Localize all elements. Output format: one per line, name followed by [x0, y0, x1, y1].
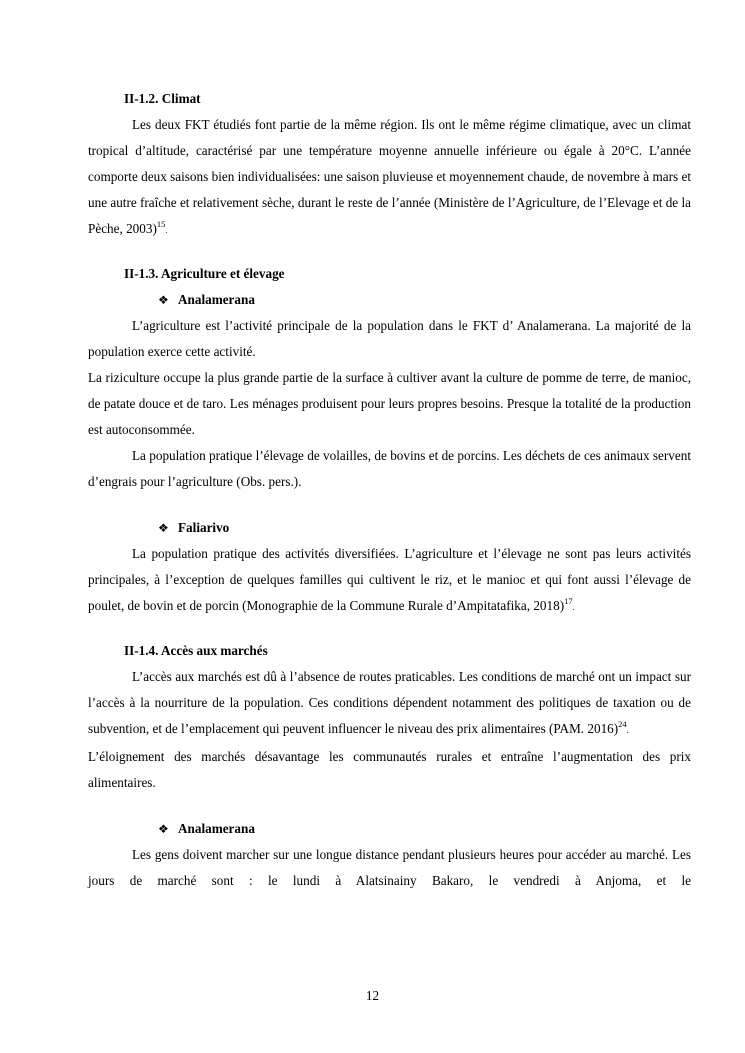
bullet-label: Analamerana: [178, 821, 255, 836]
paragraph-text: La population pratique des activités diversifiées. L’agriculture et l’élevage ne sont pas leurs activités principales, à l’exception de quelques familles qui cultivent le riz, et le manioc et qui font aussi l’élevage de poulet, de bovin et de porcin (Monographie de la Commune Rurale d’Ampitatafika, 2018): [88, 546, 691, 613]
bullet-label: Faliarivo: [178, 520, 230, 535]
bullet-label: Analamerana: [178, 292, 255, 307]
footnote-ref: 24: [618, 719, 627, 729]
paragraph-end: .: [626, 726, 629, 735]
paragraph-agri-1: L’agriculture est l’activité principale de la population dans le FKT d’ Analamerana. La majorité de la population exerce cette activité.: [88, 318, 691, 359]
paragraph-end: .: [572, 603, 575, 612]
paragraph-agri-4: [88, 541, 691, 621]
section-heading-marches: II-1.4. Accès aux marchés: [124, 643, 268, 658]
paragraph-marche-2: L’éloignement des marchés désavantage les communautés rurales et entraîne l’augmentation des prix alimentaires.: [88, 749, 691, 790]
paragraph-text: L’accès aux marchés est dû à l’absence de routes praticables. Les conditions de marché ont un impact sur l’accès à la nourriture de la population. Ces conditions dépendent notamment des politiques de taxation ou de subvention, et de l’emplacement qui peuvent influencer le niveau des prix alimentaires (PAM. 2016): [88, 669, 691, 736]
paragraph-end: .: [165, 226, 168, 235]
page-number: 12: [365, 988, 380, 1003]
paragraph-marche-3: Les gens doivent marcher sur une longue distance pendant plusieurs heures pour accéder au marché. Les jours de marché sont : le lundi à Alatsinainy Bakaro, le vendredi à Anjoma, et le: [88, 847, 691, 888]
bullet-analamerana: [158, 287, 691, 313]
section-heading-agriculture: II-1.3. Agriculture et élevage: [124, 266, 285, 281]
paragraph-agri-3: La population pratique l’élevage de volailles, de bovins et de porcins. Les déchets de ces animaux servent d’engrais pour l’agriculture (Obs. pers.).: [88, 448, 691, 489]
paragraph-climat: [88, 112, 691, 244]
diamond-bullet-icon: ❖: [158, 293, 169, 307]
footnote-ref: 15: [156, 219, 166, 229]
paragraph-marche-1: [88, 664, 691, 744]
bullet-analamerana-marche: [158, 816, 691, 842]
diamond-bullet-icon: ❖: [158, 822, 169, 836]
paragraph-text: Les deux FKT étudiés font partie de la même région. Ils ont le même régime climatique, avec un climat tropical d’altitude, caractérisé par une température moyenne annuelle inférieure ou égale à 20°C. L’année comporte deux saisons bien individualisées: une saison pluvieuse et moyennement chaude, de novembre à mars et une autre fraîche et relativement sèche, durant le reste de l’année (Ministère de l’Agriculture, de l’Elevage et de la Pèche, 2003): [88, 117, 691, 236]
bullet-faliarivo: [158, 515, 691, 541]
document-page: [88, 86, 691, 894]
diamond-bullet-icon: ❖: [158, 521, 169, 535]
paragraph-agri-2: La riziculture occupe la plus grande partie de la surface à cultiver avant la culture de pomme de terre, de manioc, de patate douce et de taro. Les ménages produisent pour leurs propres besoins. Presque la totalité de la production est autoconsommée.: [88, 370, 691, 437]
footnote-ref: 17: [564, 596, 573, 606]
section-heading-climat: II-1.2. Climat: [124, 91, 201, 106]
